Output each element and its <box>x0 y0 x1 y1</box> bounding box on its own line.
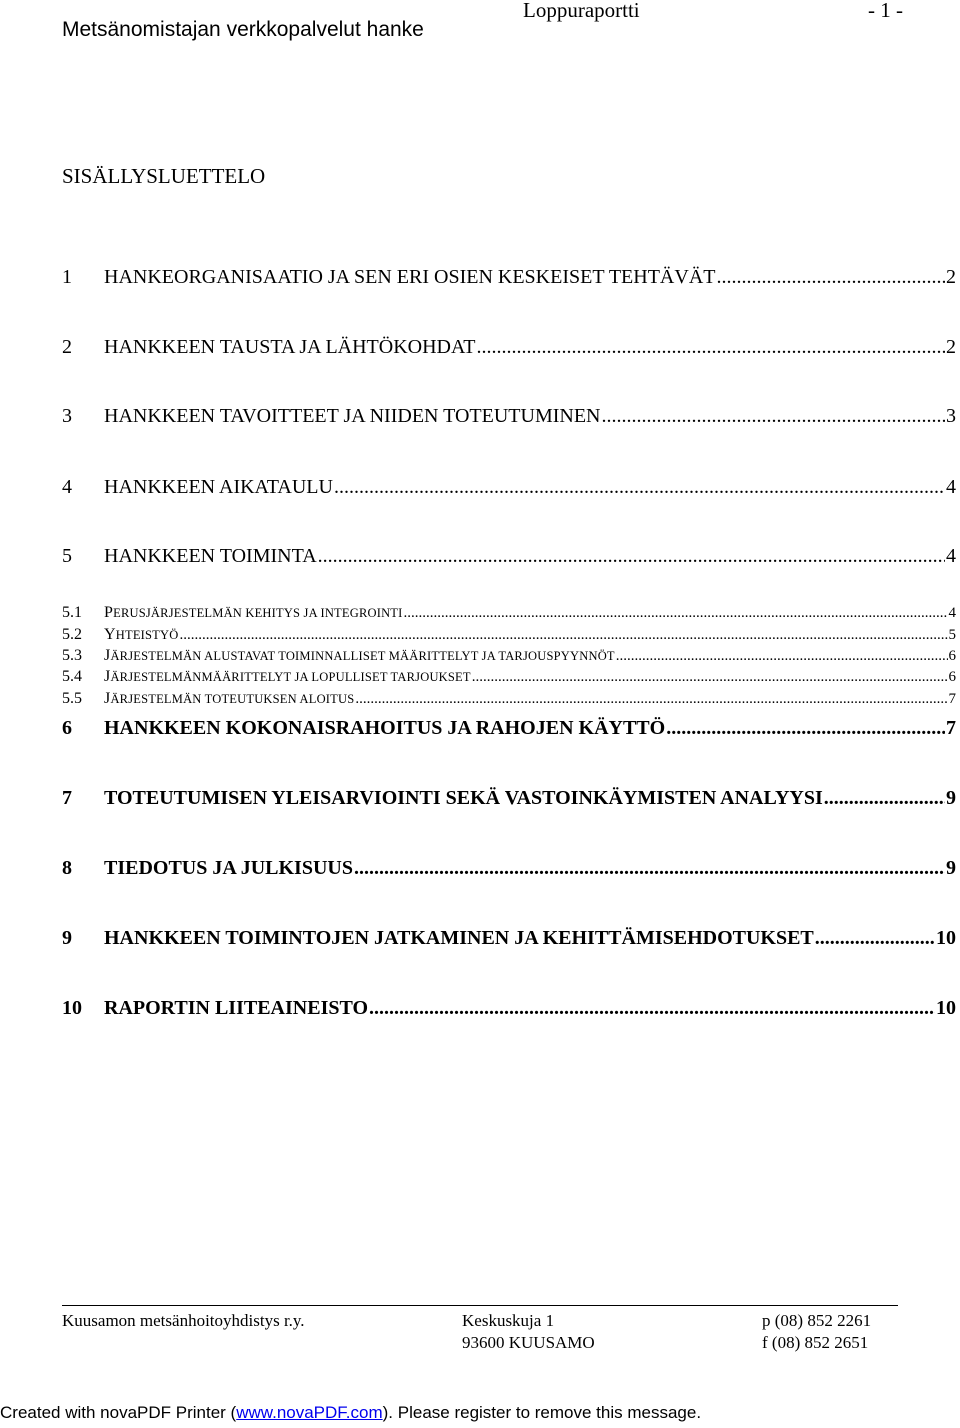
toc-page: 5 <box>948 627 956 643</box>
toc-entry-3[interactable] <box>62 405 956 428</box>
watermark-suffix: ). Please register to remove this message. <box>382 1403 702 1422</box>
toc-entry-10[interactable] <box>62 997 956 1020</box>
toc-leader <box>716 266 945 289</box>
toc-number: 9 <box>62 927 72 949</box>
toc-leader <box>616 648 948 665</box>
toc-entry-6[interactable] <box>62 717 956 740</box>
document-title: Loppuraportti <box>523 0 640 22</box>
footer-postal: 93600 KUUSAMO <box>462 1333 595 1352</box>
novapdf-watermark <box>0 1403 701 1423</box>
toc-leader <box>354 857 945 880</box>
toc-page: 9 <box>946 857 956 879</box>
toc-number: 10 <box>62 997 82 1019</box>
toc-leader <box>318 545 945 568</box>
toc-entry-5[interactable] <box>62 545 956 568</box>
toc-entry-5-2[interactable] <box>62 626 956 644</box>
toc-leader <box>334 476 945 499</box>
toc-number: 4 <box>62 476 72 498</box>
toc-number: 2 <box>62 336 72 358</box>
toc-number: 1 <box>62 266 72 288</box>
toc-label: HANKKEEN TOIMINTA <box>104 545 317 567</box>
toc-leader <box>602 405 945 428</box>
toc-label: JÄRJESTELMÄN ALUSTAVAT TOIMINNALLISET MÄÄRITTELYT JA TARJOUSPYYNNÖT <box>104 647 615 664</box>
toc-leader <box>815 927 935 950</box>
toc-leader <box>666 717 945 740</box>
toc-leader <box>179 627 947 644</box>
toc-heading: SISÄLLYSLUETTELO <box>62 164 266 188</box>
toc-number: 8 <box>62 857 72 879</box>
toc-label: HANKKEEN KOKONAISRAHOITUS JA RAHOJEN KÄYTTÖ <box>104 717 666 739</box>
toc-page: 4 <box>946 545 956 567</box>
page-number: - 1 - <box>868 0 903 22</box>
toc-number: 7 <box>62 787 72 809</box>
toc-leader <box>824 787 945 810</box>
toc-label: HANKKEEN TAVOITTEET JA NIIDEN TOTEUTUMINEN <box>104 405 601 427</box>
toc-label: HANKKEEN TAUSTA JA LÄHTÖKOHDAT <box>104 336 476 358</box>
toc-number: 5.5 <box>62 690 82 707</box>
toc-label: RAPORTIN LIITEAINEISTO <box>104 997 369 1019</box>
toc-entry-1[interactable] <box>62 266 956 289</box>
watermark-prefix: Created with novaPDF Printer ( <box>0 1403 237 1422</box>
toc-leader <box>355 691 947 708</box>
toc-page: 7 <box>948 691 956 707</box>
toc-number: 5 <box>62 545 72 567</box>
toc-number: 5.4 <box>62 668 82 685</box>
toc-label: HANKEORGANISAATIO JA SEN ERI OSIEN KESKEISET TEHTÄVÄT <box>104 266 716 288</box>
toc-label: HANKKEEN AIKATAULU <box>104 476 333 498</box>
toc-page: 2 <box>946 336 956 358</box>
toc-page: 7 <box>946 717 956 739</box>
toc-leader <box>476 336 945 359</box>
toc-leader <box>404 605 948 622</box>
toc-page: 9 <box>946 787 956 809</box>
footer-organization: Kuusamon metsänhoitoyhdistys r.y. <box>62 1311 305 1330</box>
footer-street: Keskuskuja 1 <box>462 1311 555 1330</box>
footer-divider <box>62 1305 898 1306</box>
toc-entry-7[interactable] <box>62 787 956 810</box>
toc-page: 10 <box>936 927 956 949</box>
novapdf-link[interactable]: www.novaPDF.com <box>236 1403 383 1422</box>
toc-number: 5.1 <box>62 604 82 621</box>
project-name: Metsänomistajan verkkopalvelut hanke <box>62 18 424 41</box>
toc-label: JÄRJESTELMÄNMÄÄRITTELYT JA LOPULLISET TARJOUKSET <box>104 668 471 685</box>
toc-page: 2 <box>946 266 956 288</box>
toc-entry-9[interactable] <box>62 927 956 950</box>
toc-entry-4[interactable] <box>62 476 956 499</box>
toc-page: 3 <box>946 405 956 427</box>
toc-label: PERUSJÄRJESTELMÄN KEHITYS JA INTEGROINTI <box>104 604 403 621</box>
toc-label: TOTEUTUMISEN YLEISARVIOINTI SEKÄ VASTOINKÄYMISTEN ANALYYSI <box>104 787 823 809</box>
toc-leader <box>472 669 948 686</box>
toc-label: JÄRJESTELMÄN TOTEUTUKSEN ALOITUS <box>104 690 355 707</box>
toc-entry-5-5[interactable] <box>62 690 956 708</box>
toc-number: 5.2 <box>62 626 82 643</box>
toc-label: YHTEISTYÖ <box>104 626 179 643</box>
toc-page: 6 <box>948 648 956 664</box>
toc-page: 10 <box>936 997 956 1019</box>
toc-entry-5-3[interactable] <box>62 647 956 665</box>
toc-entry-5-1[interactable] <box>62 604 956 622</box>
footer-phone: p (08) 852 2261 <box>762 1311 872 1330</box>
toc-leader <box>369 997 935 1020</box>
toc-entry-8[interactable] <box>62 857 956 880</box>
toc-page: 4 <box>948 605 956 621</box>
footer-fax: f (08) 852 2651 <box>762 1333 869 1352</box>
toc-label: HANKKEEN TOIMINTOJEN JATKAMINEN JA KEHITTÄMISEHDOTUKSET <box>104 927 814 949</box>
toc-entry-2[interactable] <box>62 336 956 359</box>
toc-number: 5.3 <box>62 647 82 664</box>
toc-number: 6 <box>62 717 72 739</box>
toc-page: 4 <box>946 476 956 498</box>
toc-entry-5-4[interactable] <box>62 668 956 686</box>
toc-label: TIEDOTUS JA JULKISUUS <box>104 857 353 879</box>
toc-page: 6 <box>948 669 956 685</box>
toc-number: 3 <box>62 405 72 427</box>
